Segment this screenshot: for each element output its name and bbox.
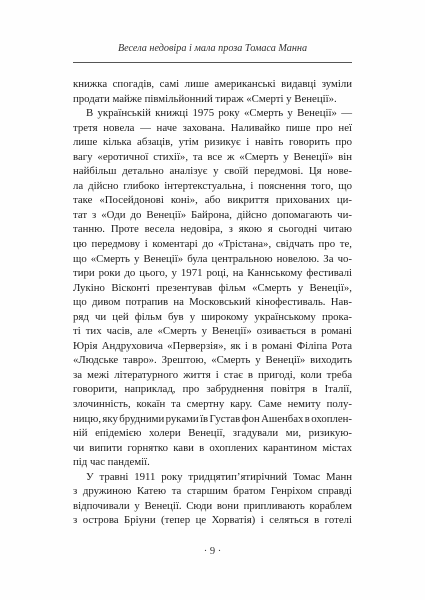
body-text-line: найбільш детально аналізує у своїй передмові. Ця нове- [73,165,352,178]
body-text-line: з дружиною Катею та старшим братом Генріхом справді [73,485,352,498]
running-header: Весела недовіра і мала проза Томаса Манна [117,43,308,54]
body-text-line: ті тих часів, але «Смерть у Венеції» озивається в романі [73,325,352,338]
body-text-line: тири роки до цього, у 1971 році, на Каннському фестивалі [73,267,352,280]
body-text-line: що дивом потрапив на Московський кінофестиваль. Нав- [73,296,352,309]
body-text-line: У травні 1911 року тридцятип’ятирічний Томас Манн [86,470,352,483]
body-text-line: лише кілька абзаців, утім ризикує і навіть говорить про [73,136,352,149]
body-text-line: говорити, наприклад, про забруднення повітря в Італії, [73,383,352,396]
paragraph [73,106,352,470]
header-rule [73,62,352,63]
body-text-line: вагу «еротичної стихії», та все ж «Смерть у Венеції» він [73,150,352,163]
body-text [73,77,352,528]
body-text-line: «Людське тавро». Зрештою, «Смерть у Венеції» виходить [73,354,352,367]
body-text-line: за межі літературного життя і стає в пригоді, коли треба [73,368,352,381]
body-text-line: з острова Бріуни (тепер це Хорватія) і селяться в готелі [73,514,352,527]
body-text-line: ницю, яку брудними руками їв Густав фон Ашенбах в охоплен- [73,412,352,425]
body-text-line: тат з «Оди до Венеції» Байрона, дійсно допомагають чи- [73,208,352,221]
body-text-line: злочинність, кокаїн та смертну кару. Саме немиту полу- [73,398,352,411]
body-text-line: таке «Посейдонові коні», або викриття прихованих ци- [73,194,352,207]
body-text-line: ла дійсно глибоко інтертекстуальна, і пояснення того, що [73,179,352,192]
body-text-line: ряд чи цей фільм був у широкому українському прока- [73,310,352,323]
body-text-line: Лукіно Вісконті презентував фільм «Смерть у Венеції», [73,281,352,294]
paragraph [73,77,352,106]
body-text-line: чи випити горнятко кави в охоплених карантином містах [73,441,352,454]
body-text-line: В українській книжці 1975 року «Смерть у Венеції» — [86,107,352,120]
body-text-line: Юрія Андруховича «Перверзія», як і в романі Філіпа Рота [73,339,352,352]
body-text-line: що «Смерть у Венеції» була центральною новелою. За чо- [73,252,352,265]
body-text-line: танню. Проте весела недовіра, з якою я сьогодні читаю [73,223,352,236]
body-text-line: продати майже півмільйонний тираж «Смерті у Венеції». [73,92,337,105]
page-number: · 9 · [203,546,222,557]
paragraph [73,470,352,528]
body-text-line: третя новела — наче захована. Наливайко пише про неї [73,121,352,134]
body-text-line: ній епідемією холери Венеції, згадували ми, ризикую- [73,427,352,440]
body-text-line: цю передмову і коментарі до «Трістана», свідчать про те, [73,238,352,251]
body-text-line: книжка спогадів, самі лише американські видавці зуміли [73,78,352,90]
body-text-line: відпочивали у Венеції. Сюди вони припливають кораблем [73,499,352,512]
body-text-line: під час пандемії. [73,456,150,469]
